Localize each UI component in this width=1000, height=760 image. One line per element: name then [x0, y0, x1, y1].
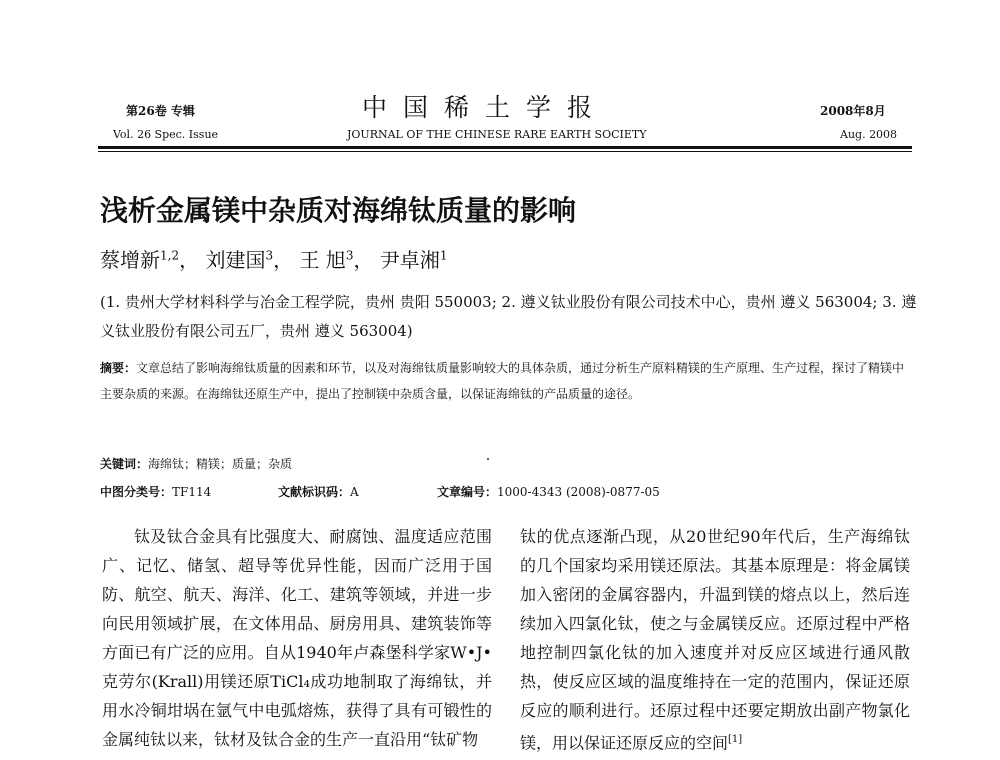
- body-right-paragraph: [520, 522, 910, 757]
- author-affil-ref: 1: [439, 248, 448, 263]
- clc-number: [100, 483, 211, 500]
- clc-label: 中图分类号：: [100, 485, 173, 499]
- keywords-label: 关键词：: [100, 457, 149, 471]
- body-left-paragraph: 钛及钛合金具有比强度大、耐腐蚀、温度适应范围广、记忆、储氢、超导等优异性能，因而广泛用于国防、航空、航天、海洋、化工、建筑等领域，并进一步向民用领域扩展，在文体用品、厨房用具、建筑装饰等方面已有广泛的应用。自从1940年卢森堡科学家W•J•克劳尔(Krall)用镁还原TiCl₄成功地制取了海绵钛，并用水冷铜坩埚在氩气中电弧熔炼，获得了具有可锻性的金属纯钛以来，钛材及钛合金的生产一直沿用“钛矿物: [102, 527, 492, 749]
- date-cn: 2008年8月: [820, 104, 886, 118]
- author-name: 蔡增新: [100, 248, 160, 272]
- author-list: [100, 244, 447, 273]
- doc-code-label: 文献标识码：: [278, 485, 351, 499]
- article-no-value: 1000-4343 (2008)-0877-05: [497, 485, 660, 499]
- volume-cn: 第26卷 专辑: [126, 104, 195, 118]
- abstract-label: 摘要：: [100, 361, 137, 375]
- header-rule-thick: [98, 146, 912, 149]
- body-right-text: 钛的优点逐渐凸现，从20世纪90年代后，生产海绵钛的几个国家均采用镁还原法。其基本原理是：将金属镁加入密闭的金属容器内，升温到镁的熔点以上，然后连续加入四氯化钛，使之与金属镁反应。还原过程中严格地控制四氯化钛的加入速度并对反应区域进行通风散热，使反应区域的温度维持在一定的范围内，保证还原反应的顺利进行。还原过程中还要定期放出副产物氯化镁，用以保证还原反应的空间: [520, 527, 910, 753]
- article-no-label: 文章编号：: [437, 485, 498, 499]
- article-number: [437, 483, 660, 500]
- author-affil-ref: 1,2: [160, 248, 180, 263]
- author-affil-ref: 3: [345, 248, 354, 263]
- author-separator: ，: [179, 248, 200, 272]
- journal-title-en: JOURNAL OF THE CHINESE RARE EARTH SOCIETY: [347, 128, 647, 141]
- reference-marker: [1]: [728, 734, 743, 745]
- document-code: [278, 483, 359, 500]
- author-affil-ref: 3: [265, 248, 274, 263]
- abstract-text: 文章总结了影响海绵钛质量的因素和环节，以及对海绵钛质量影响较大的具体杂质，通过分析生产原料精镁的生产原理、生产过程，探讨了精镁中主要杂质的来源。在海绵钛还原生产中，提出了控制镁中杂质含量，以保证海绵钛的产品质量的途径。: [100, 361, 905, 401]
- date-en: Aug. 2008: [840, 128, 898, 141]
- keywords: [100, 455, 292, 472]
- author-separator: ，: [273, 248, 294, 272]
- keywords-text: 海绵钛；精镁；质量；杂质: [148, 457, 293, 471]
- body-left-column: [102, 522, 492, 754]
- affiliations: (1. 贵州大学材料科学与冶金工程学院，贵州 贵阳 550003; 2. 遵义钛业股份有限公司技术中心，贵州 遵义 563004; 3. 遵义钛业股份有限公司五厂，贵州 遵义 563004): [100, 293, 917, 340]
- author-name: 尹卓湘: [379, 248, 440, 272]
- body-right-column: [520, 522, 910, 757]
- header-rule-thin: [98, 151, 912, 152]
- journal-title-cn: 中国稀土学报: [362, 93, 609, 122]
- article-title: 浅析金属镁中杂质对海绵钛质量的影响: [100, 194, 577, 227]
- stray-mark: [487, 458, 489, 460]
- abstract: [100, 355, 905, 407]
- author-name: 王 旭: [299, 248, 346, 272]
- doc-code-value: A: [350, 485, 359, 499]
- clc-value: TF114: [172, 485, 212, 499]
- volume-en: Vol. 26 Spec. Issue: [113, 128, 219, 141]
- author-name: 刘建国: [205, 248, 266, 272]
- author-separator: ，: [353, 248, 374, 272]
